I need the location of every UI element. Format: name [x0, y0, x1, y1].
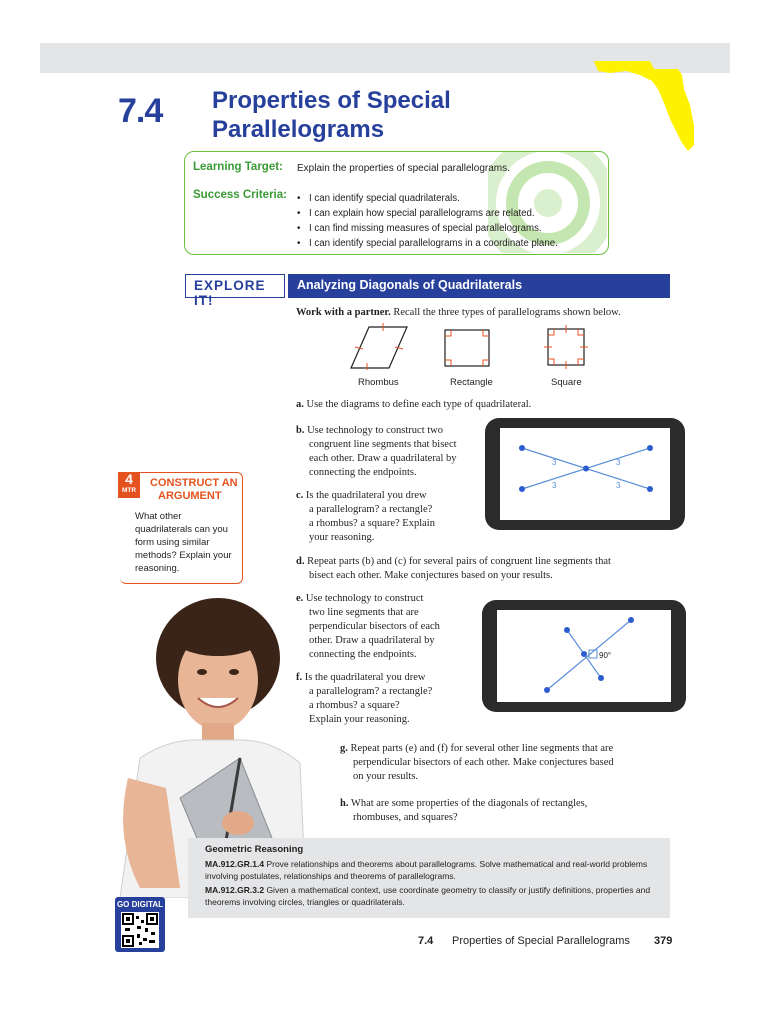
florida-map-icon	[590, 55, 700, 155]
question-text: connecting the endpoints.	[309, 649, 417, 660]
question-letter: a.	[296, 399, 304, 410]
question-text: connecting the endpoints.	[309, 467, 417, 478]
footer-section-number: 7.4	[418, 935, 434, 947]
question-text: other. Draw a quadrilateral by	[309, 635, 435, 646]
question-a	[296, 398, 531, 412]
question-text: Repeat parts (b) and (c) for several pairs of congruent line segments that	[307, 556, 611, 567]
construct-text	[135, 510, 240, 575]
question-text: congruent line segments that bisect	[309, 439, 457, 450]
segment-label: 3	[616, 481, 621, 490]
rectangle-diagram	[445, 330, 489, 366]
criteria-item: • I can identify special quadrilaterals.	[297, 191, 558, 206]
question-letter: f.	[296, 672, 303, 683]
question-text: a rhombus? a square?	[309, 700, 400, 711]
question-letter: e.	[296, 593, 304, 604]
question-text: each other. Draw a quadrilateral by	[309, 453, 457, 464]
question-text: perpendicular bisectors of each other. Make conjectures based	[353, 757, 614, 768]
standard-2	[205, 884, 665, 908]
construct-line: form using similar	[135, 537, 210, 548]
segment-label: 3	[552, 481, 557, 490]
standard-1	[205, 858, 665, 882]
construct-title	[150, 477, 238, 503]
standard-code: MA.912.GR.1.4	[205, 859, 265, 869]
question-letter: b.	[296, 425, 305, 436]
segment-label: 3	[616, 458, 621, 467]
standard-code: MA.912.GR.3.2	[205, 885, 265, 895]
construct-title-line1: CONSTRUCT AN	[150, 477, 238, 489]
question-text: a parallelogram? a rectangle?	[309, 686, 433, 697]
question-text: rhombuses, and squares?	[353, 812, 458, 823]
square-label: Square	[551, 377, 582, 388]
standards-title: Geometric Reasoning	[205, 844, 304, 855]
question-text: bisect each other. Make conjectures based on your results.	[309, 570, 553, 581]
intro-bold: Work with a partner.	[296, 307, 391, 318]
learning-target-box	[184, 151, 609, 255]
standard-text: Given a mathematical context, use coordinate geometry to classify or justify definitions, properties and	[266, 885, 651, 895]
construct-line: methods? Explain your	[135, 550, 232, 561]
learning-target-text: Explain the properties of special parallelograms.	[297, 163, 510, 174]
page-number: 379	[654, 935, 673, 947]
construct-line: reasoning.	[135, 563, 180, 574]
tablet-screen-2	[497, 610, 671, 702]
question-text: two line segments that are	[309, 607, 419, 618]
question-text: Explain your reasoning.	[309, 714, 410, 725]
mtr-text: MTR	[121, 487, 137, 494]
question-text: on your results.	[353, 771, 419, 782]
rhombus-label: Rhombus	[358, 377, 399, 388]
tablet-screen-1	[500, 428, 670, 520]
question-text: a parallelogram? a rectangle?	[309, 504, 433, 515]
question-text: What are some properties of the diagonals of rectangles,	[350, 798, 588, 809]
question-d	[296, 555, 676, 583]
go-digital-label: GO DIGITAL	[116, 900, 164, 909]
footer-section-title: Properties of Special Parallelograms	[452, 935, 630, 947]
section-title	[212, 86, 542, 144]
rhombus-diagram	[351, 323, 407, 370]
success-criteria-list	[297, 191, 558, 251]
question-text: Use technology to construct two	[307, 425, 443, 436]
success-criteria-label: Success Criteria:	[193, 189, 287, 201]
section-number: 7.4	[118, 92, 163, 130]
explore-title: Analyzing Diagonals of Quadrilaterals	[288, 274, 670, 298]
intro-text: Recall the three types of parallelograms shown below.	[393, 307, 621, 318]
section-title-line1: Properties of Special	[212, 87, 451, 114]
angle-label: 90°	[599, 651, 612, 660]
question-text: perpendicular bisectors of each	[309, 621, 440, 632]
question-h	[340, 797, 670, 825]
criteria-item: • I can find missing measures of special parallelograms.	[297, 221, 558, 236]
square-diagram	[544, 325, 588, 369]
question-c	[296, 489, 486, 545]
parallelogram-diagrams	[345, 322, 595, 378]
rectangle-label: Rectangle	[450, 377, 493, 388]
question-f	[296, 671, 486, 727]
construct-title-line2: ARGUMENT	[158, 490, 222, 502]
standard-text: involving postulates, relationships and theorems of parallelograms.	[205, 871, 456, 881]
question-letter: c.	[296, 490, 304, 501]
question-text: a rhombus? a square? Explain	[309, 518, 435, 529]
explore-intro	[296, 306, 621, 320]
standard-text: Prove relationships and theorems about parallelograms. Solve mathematical and real-world problems	[266, 859, 648, 869]
standard-text: theorems involving circles, triangles or quadrilaterals.	[205, 897, 405, 907]
question-b	[296, 424, 486, 480]
construct-line: What other	[135, 511, 182, 522]
explore-it-label: EXPLORE IT!	[185, 274, 285, 298]
question-text: Repeat parts (e) and (f) for several other line segments that are	[350, 743, 614, 754]
criteria-item: • I can explain how special parallelograms are related.	[297, 206, 558, 221]
learning-target-label: Learning Target:	[193, 161, 283, 173]
section-title-line2: Parallelograms	[212, 116, 385, 143]
mtr-badge	[118, 472, 140, 498]
question-text: Use technology to construct	[305, 593, 424, 604]
question-letter: h.	[340, 798, 349, 809]
question-text: Use the diagrams to define each type of quadrilateral.	[306, 399, 532, 410]
question-e	[296, 592, 486, 662]
qr-code-icon[interactable]	[121, 912, 159, 948]
segment-label: 3	[552, 458, 557, 467]
question-letter: d.	[296, 556, 305, 567]
mtr-number: 4	[125, 471, 133, 487]
question-text: Is the quadrilateral you drew	[305, 490, 427, 501]
question-letter: g.	[340, 743, 348, 754]
construct-line: quadrilaterals can you	[135, 524, 228, 535]
question-text: Is the quadrilateral you drew	[304, 672, 426, 683]
question-text: your reasoning.	[309, 532, 375, 543]
criteria-item: • I can identify special parallelograms in a coordinate plane.	[297, 236, 558, 251]
question-g	[340, 742, 670, 784]
